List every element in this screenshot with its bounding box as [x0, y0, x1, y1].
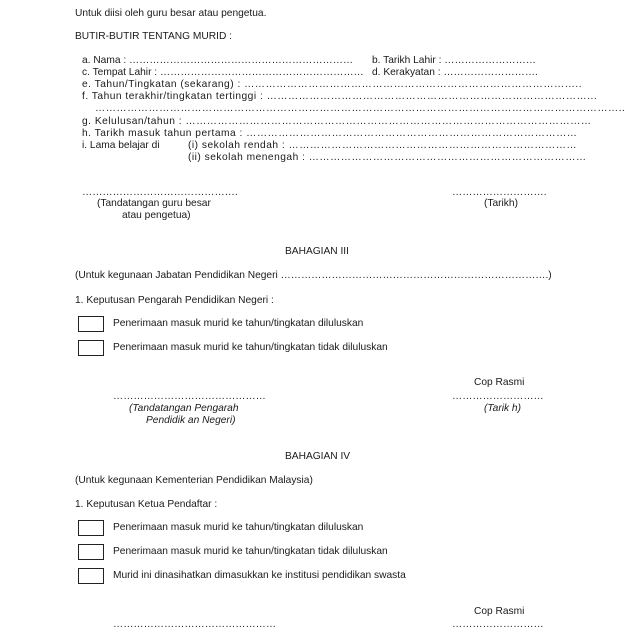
cop-rasmi-b4: Cop Rasmi — [474, 606, 525, 617]
field-tempat-lahir: c. Tempat Lahir : …………………………………………………… — [82, 67, 364, 78]
bahagian-iv-keputusan: 1. Keputusan Ketua Pendaftar : — [75, 499, 218, 510]
cop-rasmi-b3: Cop Rasmi — [474, 377, 525, 388]
signature-label-guru-cont: atau pengetua) — [122, 210, 191, 221]
checkbox-b3-diluluskan[interactable] — [78, 316, 104, 332]
date-label-guru: (Tarikh) — [484, 198, 518, 209]
date-label-pengarah: (Tarik h) — [484, 403, 521, 414]
field-sekolah-rendah: (i) sekolah rendah : ……………………………………………………………………… — [188, 140, 578, 151]
intro-text: Untuk diisi oleh guru besar atau pengetua. — [75, 8, 267, 19]
signature-line-pengarah: ……………………………………… — [113, 391, 266, 402]
signature-label-guru: (Tandatangan guru besar — [97, 198, 211, 209]
section-heading-butir: BUTIR-BUTIR TENTANG MURID : — [75, 31, 232, 42]
checkbox-b4-tidak-diluluskan[interactable] — [78, 544, 104, 560]
field-lama-belajar-label: i. Lama belajar di — [82, 140, 160, 151]
bahagian-iii-title: BAHAGIAN III — [285, 246, 349, 257]
field-kerakyatan: d. Kerakyatan : ………………………. — [372, 67, 538, 78]
date-line-guru: ………………………. — [452, 187, 547, 198]
signature-label-pengarah: (Tandatangan Pengarah — [129, 403, 239, 414]
checkbox-b3-tidak-diluluskan[interactable] — [78, 340, 104, 356]
option-label-b4-diluluskan: Penerimaan masuk murid ke tahun/tingkatan diluluskan — [113, 522, 364, 533]
field-tarikh-masuk: h. Tarikh masuk tahun pertama : ………………………………………………………………………………… — [82, 128, 578, 139]
option-label-b3-diluluskan: Penerimaan masuk murid ke tahun/tingkatan diluluskan — [113, 318, 364, 329]
date-line-pendaftar: ……………………… — [452, 619, 544, 630]
bahagian-iii-keputusan: 1. Keputusan Pengarah Pendidikan Negeri : — [75, 295, 274, 306]
field-kelulusan: g. Kelulusan/tahun : …………………………………………………………………………………………………… — [82, 116, 592, 127]
checkbox-b4-swasta[interactable] — [78, 568, 104, 584]
option-label-b4-tidak-diluluskan: Penerimaan masuk murid ke tahun/tingkatan tidak diluluskan — [113, 546, 388, 557]
field-tahun-terakhir: f. Tahun terakhir/tingkatan tertinggi : ………………………………………………………………………………... — [82, 91, 598, 102]
date-line-pengarah: ……………………… — [452, 391, 544, 402]
signature-label-pengarah-cont: Pendidik an Negeri) — [146, 415, 236, 426]
bahagian-iv-note: (Untuk kegunaan Kementerian Pendidikan Malaysia) — [75, 475, 313, 486]
signature-line-pendaftar: ………………………………………… — [113, 619, 276, 630]
bahagian-iii-note: (Untuk kegunaan Jabatan Pendidikan Negeri …………………………………………………………………….) — [75, 270, 552, 281]
option-label-b3-tidak-diluluskan: Penerimaan masuk murid ke tahun/tingkatan tidak diluluskan — [113, 342, 388, 353]
option-label-b4-swasta: Murid ini dinasihatkan dimasukkan ke institusi pendidikan swasta — [113, 570, 406, 581]
checkbox-b4-diluluskan[interactable] — [78, 520, 104, 536]
field-tahun-tingkatan: e. Tahun/Tingkatan (sekarang) : ………………………………………………………………………………….. — [82, 79, 583, 90]
signature-line-guru: ………………………………………. — [82, 187, 238, 198]
field-tarikh-lahir: b. Tarikh Lahir : ……………………… — [372, 55, 536, 66]
field-sekolah-menengah: (ii) sekolah menengah : …………………………………………………………………… — [188, 152, 587, 163]
field-tahun-terakhir-cont: ………………………………………………………………………………………………………………………………….. — [95, 103, 626, 114]
bahagian-iv-title: BAHAGIAN IV — [285, 451, 351, 462]
field-nama: a. Nama : ………………………………………………………… — [82, 55, 354, 66]
